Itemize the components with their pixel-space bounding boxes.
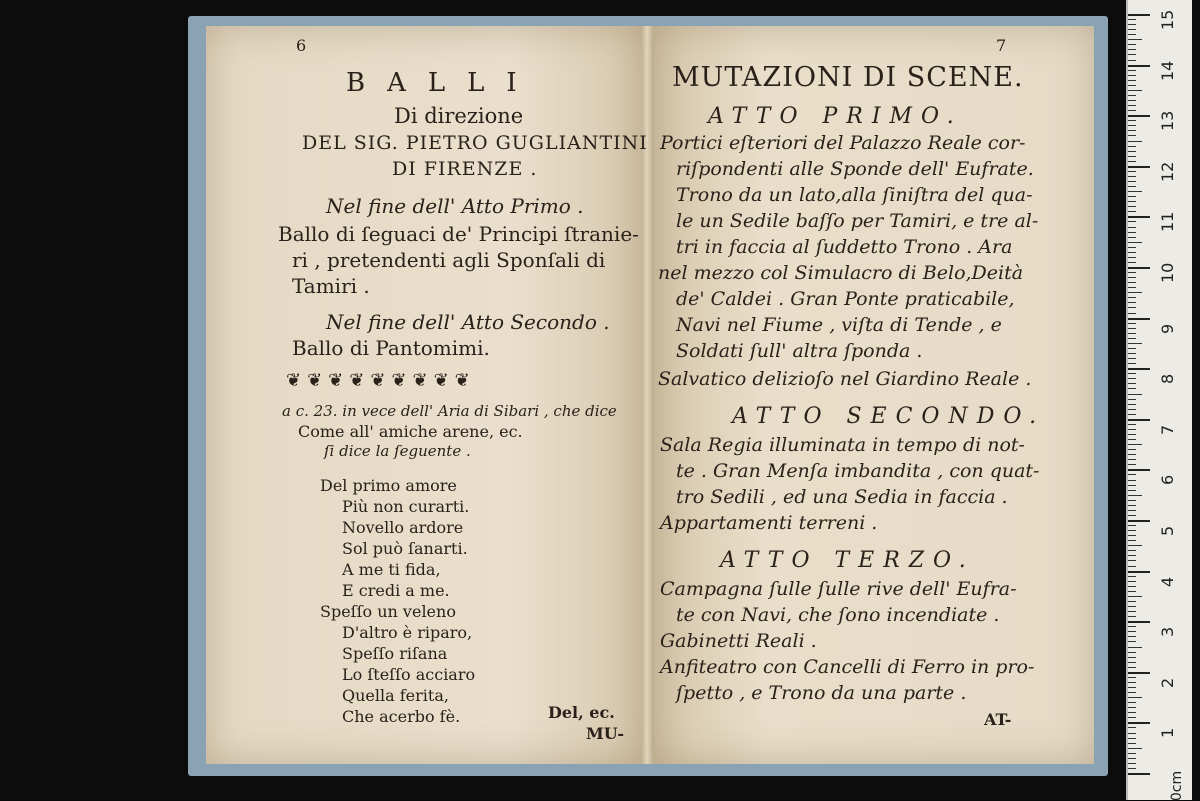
ruler-mm-tick [1128,606,1136,607]
ruler-mm-tick [1128,581,1136,582]
ruler-mm-tick [1128,500,1136,501]
ruler-cm-tick [1128,115,1150,117]
ruler-mm-tick [1128,662,1136,663]
ruler-mm-tick [1128,252,1136,253]
scene-line: de' Caldei . Gran Ponte praticabile, [676,288,1015,310]
aria-note-line: Come all' amiche arene, ec. [298,422,523,441]
ruler-mm-tick [1128,75,1136,76]
scene-line: Gabinetti Reali . [660,630,817,652]
ruler-mm-tick [1128,626,1136,627]
ruler-number: 13 [1158,110,1177,132]
ruler-mm-tick [1128,151,1136,152]
ruler-mm-tick [1128,323,1136,324]
catchword: AT- [984,710,1012,729]
scene-line: nel mezzo col Simulacro di Belo,Deità [658,262,1024,284]
ruler-mm-tick [1128,763,1136,764]
scene-line: le un Sedile baſſo per Tamiri, e tre al- [676,210,1039,232]
ruler-mm-tick [1128,687,1136,688]
ruler-mm-tick [1128,434,1136,435]
ruler-mm-tick [1128,616,1136,617]
catchword: MU- [586,724,625,743]
ruler-mm-tick [1128,130,1136,131]
ruler-number: 2 [1158,677,1177,688]
ruler-mm-tick [1128,146,1136,147]
scene-line: te . Gran Menſa imbandita , con quat- [676,460,1040,482]
ruler-mm-tick [1128,201,1136,202]
ruler-mm-tick [1128,353,1136,354]
ruler-mm-tick [1128,135,1136,136]
ruler-mm-tick [1128,733,1136,734]
ruler-mm-tick [1128,85,1136,86]
section-heading: BALLI [346,68,539,98]
ruler-mm-tick [1128,237,1136,238]
ruler-mm-tick [1128,576,1136,577]
ruler-number: 5 [1158,525,1177,536]
ruler-mm-tick [1128,652,1136,653]
ruler-mm-tick [1128,156,1136,157]
ruler-cm-tick [1128,368,1150,370]
ruler-mm-tick [1128,743,1136,744]
ruler-mm-tick [1128,439,1136,440]
ruler-mm-tick [1128,358,1136,359]
ruler-mm-tick [1128,454,1136,455]
act1-dance-text: ri , pretendenti agli Sponſali di [292,248,606,272]
verse-line: Novello ardore [342,518,464,537]
ruler-mm-tick [1128,333,1136,334]
ruler-mm-tick [1128,181,1136,182]
ruler-mm-tick [1128,682,1136,683]
ruler-number: 15 [1158,9,1177,30]
ruler-mm-tick [1128,636,1136,637]
ruler-cm-tick [1128,267,1150,269]
ruler-mm-tick [1128,510,1136,511]
ruler-cm-tick [1128,419,1150,421]
ruler-cm-tick [1128,520,1150,522]
act2-title: ATTO SECONDO. [732,404,1046,429]
ruler-number: 7 [1158,424,1177,435]
ruler-number: 1 [1158,728,1177,739]
scene-line: Anfiteatro con Cancelli di Ferro in pro- [660,656,1035,678]
ruler-mm-tick [1128,307,1136,308]
ruler-mm-tick [1128,80,1136,81]
ruler-mm-tick [1128,110,1136,111]
verse-line: A me ti fida, [342,560,441,579]
ruler-mm-tick [1128,404,1136,405]
verse-line: Quella ferita, [342,686,449,705]
ruler-mm-tick [1128,141,1142,142]
ruler-mm-tick [1128,19,1136,20]
ruler-mm-tick [1128,424,1136,425]
page-number: 7 [996,36,1007,55]
ruler-mm-tick [1128,505,1136,506]
scene-line: Campagna ſulle ſulle rive dell' Eufra- [660,578,1017,600]
verse-line: Che acerbo fè. [342,707,461,726]
ruler-mm-tick [1128,120,1136,121]
ruler-mm-tick [1128,338,1136,339]
ruler-mm-tick [1128,550,1136,551]
ruler-mm-tick [1128,697,1142,698]
ruler-number: 8 [1158,374,1177,385]
ruler-mm-tick [1128,657,1136,658]
act1-dance-text: Ballo di ſeguaci de' Principi ſtranie- [278,222,639,246]
scene-line: Sala Regia illuminata in tempo di not- [660,434,1025,456]
ruler-mm-tick [1128,727,1136,728]
ruler-mm-tick [1128,206,1136,207]
ruler-mm-tick [1128,540,1136,541]
ruler-mm-tick [1128,525,1136,526]
ruler-number: 12 [1158,161,1177,182]
scene-line: Portici eſteriori del Palazzo Reale cor- [660,132,1026,154]
ruler-mm-tick [1128,394,1142,395]
ruler-mm-tick [1128,399,1136,400]
left-page [206,26,648,764]
ruler-mm-tick [1128,221,1136,222]
scene-line: riſpondenti alle Sponde dell' Eufrate. [676,158,1034,180]
ruler-mm-tick [1128,611,1136,612]
ruler-mm-tick [1128,758,1136,759]
ruler-cm-tick [1128,14,1150,16]
scene-line: tri in faccia al ſuddetto Trono . Ara [676,236,1013,258]
ruler-mm-tick [1128,545,1142,546]
ruler-mm-tick [1128,586,1136,587]
ruler-mm-tick [1128,560,1136,561]
ruler-cm-tick [1128,722,1150,724]
verse-line: E credi a me. [342,581,450,600]
ruler-mm-tick [1128,474,1136,475]
scene-line: Trono da un lato,alla ſiniſtra del qua- [676,184,1033,206]
ruler-cm-tick [1128,571,1150,573]
ruler-mm-tick [1128,667,1136,668]
ruler-mm-tick [1128,171,1136,172]
ruler-mm-tick [1128,191,1142,192]
act2-dance-text: Ballo di Pantomimi. [292,336,490,360]
page-number: 6 [296,36,307,55]
scene-line: tro Sedili , ed una Sedia in faccia . [676,486,1008,508]
ruler-cm-tick [1128,621,1150,623]
ruler-number: 11 [1158,212,1177,233]
act1-dance-title: Nel fine dell' Atto Primo . [326,194,584,218]
scene-line: Salvatico delizioſo nel Giardino Reale . [658,368,1032,390]
ruler-mm-tick [1128,227,1136,228]
ruler-mm-tick [1128,54,1136,55]
ruler-mm-tick [1128,566,1136,567]
ruler-number: 14 [1158,60,1177,81]
ruler-mm-tick [1128,343,1142,344]
ruler-cm-tick [1128,672,1150,674]
ruler-mm-tick [1128,297,1136,298]
ruler-mm-tick [1128,373,1136,374]
ruler-mm-tick [1128,459,1136,460]
scene-line: ſpetto , e Trono da una parte . [676,682,967,704]
ruler-cm-tick [1128,166,1150,168]
ruler-mm-tick [1128,378,1136,379]
verse-line: Del primo amore [320,476,457,495]
ruler-mm-tick [1128,383,1136,384]
ruler-mm-tick [1128,232,1136,233]
verse-line: Speſſo riſana [342,644,448,663]
section-heading: MUTAZIONI DI SCENE. [672,62,1024,93]
ruler-number: 10 [1158,262,1177,283]
director-line: DEL SIG. PIETRO GUGLIANTINI [302,132,648,154]
ruler-mm-tick [1128,328,1136,329]
ruler-mm-tick [1128,444,1142,445]
ruler-mm-tick [1128,196,1136,197]
ruler-cm-tick [1128,469,1150,471]
ornament-divider: ❦❦❦❦❦❦❦❦❦ [286,370,476,391]
ruler-mm-tick [1128,490,1136,491]
ruler-mm-tick [1128,247,1136,248]
ruler-mm-tick [1128,211,1136,212]
ruler-mm-tick [1128,702,1136,703]
ruler-mm-tick [1128,161,1136,162]
ruler-mm-tick [1128,348,1136,349]
ruler-mm-tick [1128,717,1136,718]
ruler-mm-tick [1128,70,1136,71]
ruler-cm-tick [1128,65,1150,67]
ruler-mm-tick [1128,712,1136,713]
ruler-mm-tick [1128,24,1136,25]
scene-line: Appartamenti terreni . [660,512,878,534]
repeat-mark: Del, ec. [548,703,615,722]
ruler-mm-tick [1128,272,1136,273]
ruler-mm-tick [1128,277,1136,278]
act2-dance-title: Nel fine dell' Atto Secondo . [326,310,610,334]
ruler-mm-tick [1128,100,1136,101]
ruler-mm-tick [1128,753,1136,754]
scene-line: Soldati ſull' altra ſponda . [676,340,923,362]
ruler-number: 6 [1158,475,1177,486]
ruler-mm-tick [1128,495,1142,496]
ruler-cm-tick [1128,773,1150,775]
ruler-mm-tick [1128,29,1136,30]
ruler-mm-tick [1128,429,1136,430]
ruler-cm-tick [1128,216,1150,218]
ruler-mm-tick [1128,555,1136,556]
scene-line: Navi nel Fiume , viſta di Tende , e [676,314,1002,336]
ruler-mm-tick [1128,313,1136,314]
ruler-mm-tick [1128,641,1136,642]
right-page [654,26,1094,764]
ruler-mm-tick [1128,262,1136,263]
ruler-mm-tick [1128,186,1136,187]
ruler-number: 9 [1158,323,1177,334]
ruler-mm-tick [1128,631,1136,632]
verse-line: Sol può ſanarti. [342,539,468,558]
ruler-mm-tick [1128,95,1136,96]
ruler-mm-tick [1128,530,1136,531]
ruler-mm-tick [1128,768,1136,769]
verse-line: Più non curarti. [342,497,470,516]
measurement-ruler [1126,0,1192,800]
ruler-mm-tick [1128,677,1136,678]
ruler-mm-tick [1128,707,1136,708]
ruler-mm-tick [1128,90,1142,91]
ruler-mm-tick [1128,105,1136,106]
ruler-mm-tick [1128,176,1136,177]
ruler-mm-tick [1128,125,1136,126]
ruler-mm-tick [1128,242,1142,243]
aria-note-line: ſi dice la ſeguente . [324,442,471,460]
verse-line: D'altro è riparo, [342,623,473,642]
ruler-mm-tick [1128,414,1136,415]
ruler-mm-tick [1128,591,1136,592]
director-city: DI FIRENZE . [392,158,538,180]
ruler-mm-tick [1128,39,1142,40]
ruler-mm-tick [1128,515,1136,516]
ruler-mm-tick [1128,44,1136,45]
ruler-mm-tick [1128,748,1142,749]
ruler-mm-tick [1128,647,1142,648]
ruler-mm-tick [1128,596,1142,597]
verse-line: Speſſo un veleno [320,602,456,621]
ruler-mm-tick [1128,480,1136,481]
ruler-mm-tick [1128,464,1136,465]
ruler-mm-tick [1128,60,1136,61]
ruler-mm-tick [1128,292,1142,293]
ruler-mm-tick [1128,302,1136,303]
ruler-mm-tick [1128,535,1136,536]
ruler-mm-tick [1128,485,1136,486]
section-subheading: Di direzione [394,104,524,128]
ruler-mm-tick [1128,601,1136,602]
ruler-mm-tick [1128,388,1136,389]
act1-dance-text: Tamiri . [292,274,370,298]
ruler-mm-tick [1128,49,1136,50]
ruler-mm-tick [1128,287,1136,288]
ruler-mm-tick [1128,692,1136,693]
verse-line: Lo ſteſſo acciaro [342,665,476,684]
open-book [188,16,1108,776]
ruler-mm-tick [1128,363,1136,364]
ruler-mm-tick [1128,449,1136,450]
ruler-unit: 0cm [1169,770,1186,801]
ruler-cm-tick [1128,318,1150,320]
scene-line: te con Navi, che ſono incendiate . [676,604,1000,626]
ruler-number: 3 [1158,627,1177,638]
act3-title: ATTO TERZO. [720,548,975,573]
ruler-mm-tick [1128,282,1136,283]
ruler-mm-tick [1128,257,1136,258]
ruler-mm-tick [1128,738,1136,739]
ruler-mm-tick [1128,409,1136,410]
aria-note-reference: a c. 23. in vece dell' Aria di Sibari , che dice [282,402,617,420]
act1-title: ATTO PRIMO. [708,104,963,129]
ruler-number: 4 [1158,576,1177,587]
ruler-mm-tick [1128,34,1136,35]
